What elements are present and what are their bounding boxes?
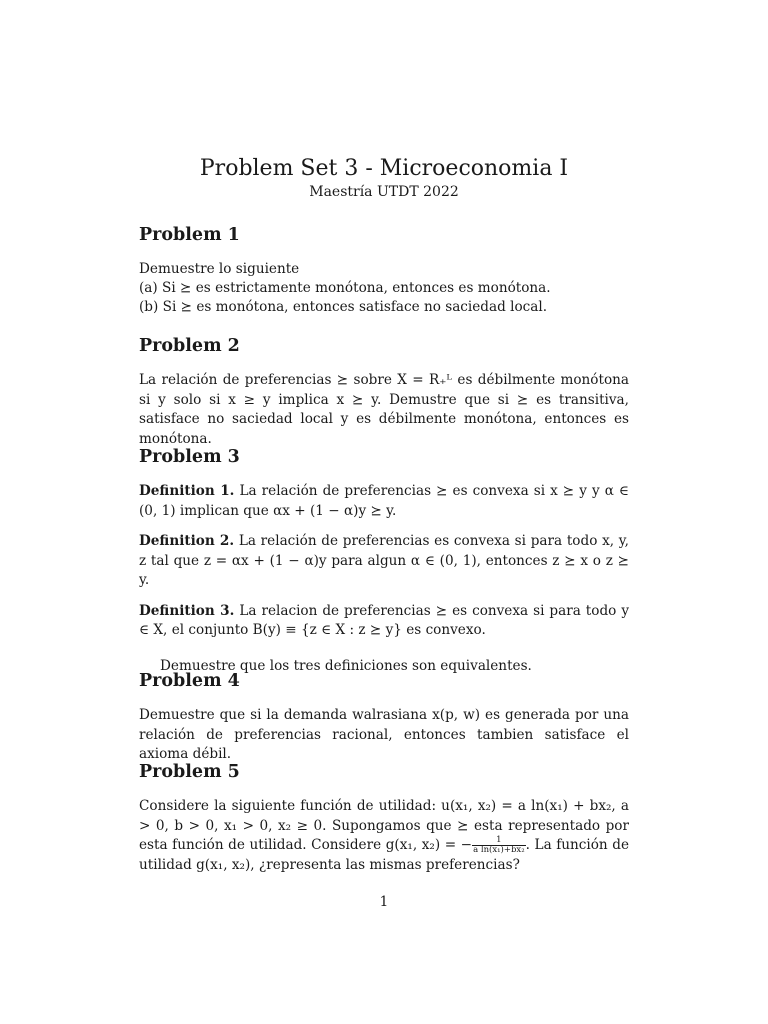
problem-3: [139, 447, 629, 676]
problem-heading: Problem 5: [139, 762, 240, 782]
problem-heading: Problem 2: [139, 336, 240, 356]
problem-line: Demuestre lo siguiente: [139, 261, 300, 277]
problem-1: [139, 225, 629, 317]
problem-heading: Problem 4: [139, 671, 240, 691]
definition-2: [139, 532, 629, 591]
problem-text-before: Considere la siguiente función de utilidad: u(x₁, x₂) = a ln(x₁) + bx₂, a > 0, b > 0, x₁ > 0, x₂ ≥ 0. Supongamos que ⪰ esta representado por esta función de utilidad. Considere g(x₁, x₂) = −: [139, 798, 629, 853]
problem-5: [139, 762, 629, 875]
definition-3: [139, 602, 629, 641]
problem-heading: Problem 1: [139, 225, 240, 245]
definition-text: La relación de preferencias es convexa si para todo x, y, z tal que z = αx + (1 − α)y para algun α ∈ (0, 1), entonces z ⪰ x o z ⪰ y.: [139, 533, 629, 588]
problem-4: [139, 671, 629, 765]
definition-text: La relación de preferencias ⪰ es convexa si x ⪰ y y α ∈ (0, 1) implican que αx + (1 − α)y ⪰ y.: [139, 483, 629, 519]
problem-line: (a) Si ⪰ es estrictamente monótona, entonces es monótona.: [139, 280, 551, 296]
definition-text: La relacion de preferencias ⪰ es convexa si para todo y ∈ X, el conjunto B(y) ≡ {z ∈ X : z ⪰ y} es convexo.: [139, 602, 629, 638]
fraction-numerator: 1: [472, 836, 526, 846]
definition-label: Definition 3.: [139, 602, 235, 619]
fraction-denominator: a ln(x₁)+bx₂: [473, 845, 525, 855]
document-subtitle: Maestría UTDT 2022: [309, 184, 459, 200]
definition-label: Definition 1.: [139, 483, 235, 499]
page-number: 1: [379, 894, 389, 910]
problem-2: [139, 336, 629, 449]
problem-text-after: . La función de utilidad g(x₁, x₂), ¿representa las mismas preferencias?: [139, 837, 630, 873]
problem-text: [139, 797, 629, 875]
problem-text: La relación de preferencias ⪰ sobre X = R₊ᴸ es débilmente monótona si y solo si x ≥ y implica x ⪰ y. Demustre que si ⪰ es transitiva, satisface no saciedad local y es débilmente monótona, entonces es monótona.: [139, 372, 629, 447]
problem-text: Demuestre que si la demanda walrasiana x(p, w) es generada por una relación de preferencias racional, entonces tambien satisface el axioma débil.: [139, 707, 629, 762]
problem-line: (b) Si ⪰ es monótona, entonces satisface no saciedad local.: [139, 299, 548, 315]
problem-closing: Demuestre que los tres definiciones son equivalentes.: [160, 657, 532, 674]
document-title: Problem Set 3 - Microeconomia I: [199, 156, 569, 181]
problem-heading: Problem 3: [139, 447, 240, 467]
definition-1: [139, 482, 629, 521]
fraction: [472, 836, 526, 855]
definition-label: Definition 2.: [139, 533, 235, 549]
